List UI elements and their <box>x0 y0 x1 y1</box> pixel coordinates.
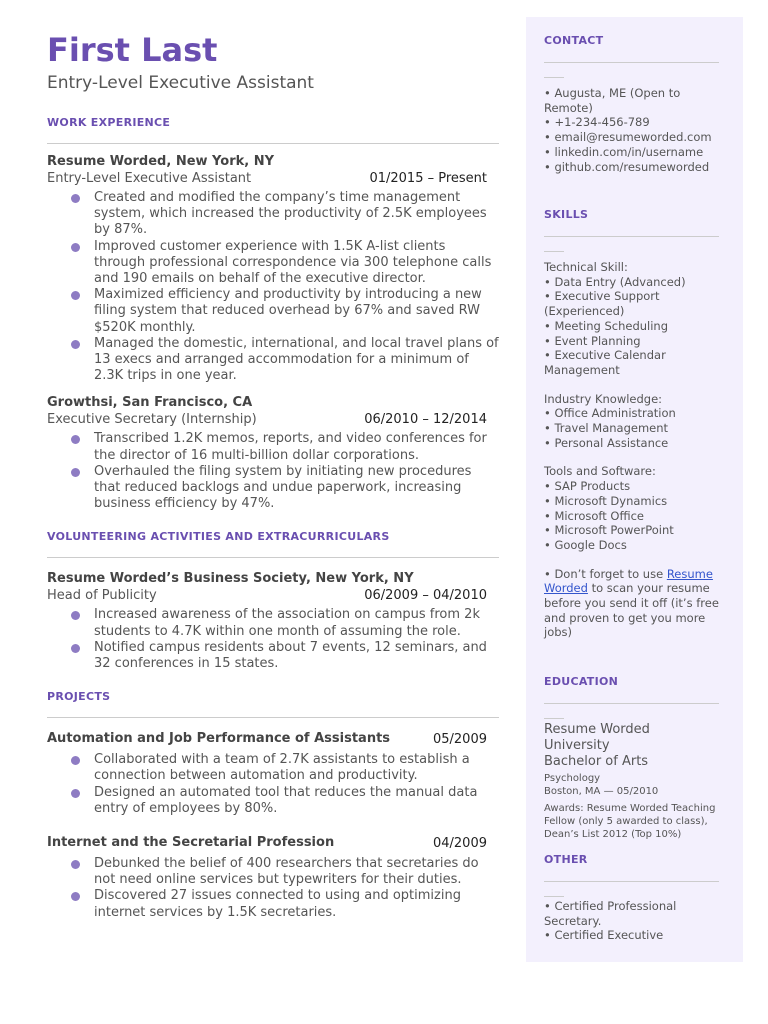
skill-item: • Microsoft Office <box>544 508 644 523</box>
skill-item: • Microsoft PowerPoint <box>544 523 674 538</box>
contact-email: • email@resumeworded.com <box>544 130 712 145</box>
skills-group-label: Tools and Software: <box>544 464 656 479</box>
section-heading: VOLUNTEERING ACTIVITIES AND EXTRACURRICULARS <box>47 530 390 544</box>
project-entry <box>47 731 499 817</box>
skill-item: • Personal Assistance <box>544 435 669 450</box>
job-bullets <box>47 190 499 384</box>
job-entry <box>47 571 499 672</box>
bullet-item: Discovered 27 issues connected to using and optimizing internet services by 1.5K secretaries. <box>47 888 499 920</box>
education-awards: Awards: Resume Worded Teaching Fellow (only 5 awarded to class), Dean’s List 2012 (Top 10%) <box>544 803 716 840</box>
skill-item: • Data Entry (Advanced) <box>544 274 686 289</box>
section-divider <box>47 717 499 718</box>
spacer <box>544 450 719 464</box>
project-title-row <box>47 731 499 748</box>
job-dates: 01/2015 – Present <box>369 171 487 186</box>
bullet-item: Transcribed 1.2K memos, reports, and video conferences for the director of 16 multi-billion dollar corporations. <box>47 431 499 463</box>
work-experience-section <box>47 116 499 512</box>
skill-item: • Office Administration <box>544 406 676 421</box>
education-location-date: Boston, MA — 05/2010 <box>544 786 659 797</box>
section-divider <box>544 62 719 63</box>
section-heading: OTHER <box>544 853 588 866</box>
contact-github: • github.com/resumeworded <box>544 159 710 174</box>
skills-group-label: Industry Knowledge: <box>544 391 663 406</box>
section-dash <box>544 718 564 719</box>
spacer <box>544 378 719 392</box>
job-entry <box>47 154 499 384</box>
bullet-item: Designed an automated tool that reduces the manual data entry of employees by 80%. <box>47 785 499 817</box>
skill-item: • Microsoft Dynamics <box>544 493 668 508</box>
section-divider <box>47 143 499 144</box>
project-bullets <box>47 856 499 921</box>
job-role-row <box>47 587 499 604</box>
project-title-row <box>47 835 499 852</box>
project-date: 04/2009 <box>432 836 487 852</box>
section-divider <box>544 703 719 704</box>
resume-tip <box>544 567 719 641</box>
bullet-item: Created and modified the company’s time management system, which increased the productivity of 2.5K employees by 87%. <box>47 190 499 239</box>
section-divider <box>47 557 499 558</box>
section-heading: EDUCATION <box>544 675 619 688</box>
section-dash <box>544 77 564 78</box>
section-dash <box>544 896 564 897</box>
job-role: Executive Secretary (Internship) <box>47 412 257 428</box>
project-entry <box>47 835 499 921</box>
project-title: Automation and Job Performance of Assistants <box>47 731 391 747</box>
projects-section <box>47 690 499 921</box>
education-school: Resume Worded University <box>544 722 650 753</box>
contact-location: • Augusta, ME (Open to Remote) <box>544 86 681 115</box>
main-column <box>47 30 499 921</box>
skills-section <box>544 208 719 640</box>
job-company: Growthsi, San Francisco, CA <box>47 395 253 411</box>
section-divider <box>544 881 719 882</box>
education-major: Psychology <box>544 773 601 784</box>
job-role-row <box>47 170 499 187</box>
bullet-item: Overhauled the filing system by initiating new procedures that reduced backlogs and undue paperwork, increasing business efficiency by 47%. <box>47 464 499 513</box>
section-heading: SKILLS <box>544 208 589 221</box>
skill-item: • Executive Calendar Management <box>544 348 666 377</box>
other-item: • Certified Professional Secretary. <box>544 899 677 928</box>
bullet-item: Debunked the belief of 400 researchers that secretaries do not need online services but typewriters for their duties. <box>47 856 499 888</box>
section-dash <box>544 251 564 252</box>
skill-item: • Event Planning <box>544 333 641 348</box>
other-list <box>544 899 719 943</box>
skill-item: • Executive Support (Experienced) <box>544 289 660 319</box>
contact-section <box>544 34 719 174</box>
bullet-item: Notified campus residents about 7 events, 12 seminars, and 32 conferences in 15 states. <box>47 640 499 672</box>
volunteering-section <box>47 530 499 672</box>
other-section <box>544 853 719 943</box>
contact-linkedin: • linkedin.com/in/username <box>544 144 704 159</box>
candidate-title: Entry-Level Executive Assistant <box>47 73 314 93</box>
section-divider <box>544 236 719 237</box>
skills-group-label: Technical Skill: <box>544 260 628 274</box>
tip-prefix: • Don’t forget to use <box>544 566 667 581</box>
job-role: Entry-Level Executive Assistant <box>47 171 252 186</box>
sidebar <box>526 17 743 962</box>
skill-item: • Meeting Scheduling <box>544 318 669 333</box>
project-bullets <box>47 752 499 817</box>
skill-item: • SAP Products <box>544 479 631 494</box>
tip-suffix: to scan your resume before you send it off (it’s free and proven to get you more jobs) <box>544 581 719 640</box>
bullet-item: Increased awareness of the association on campus from 2k students to 4.7K within one month of assuming the role. <box>47 607 499 639</box>
job-company: Resume Worded’s Business Society, New York, NY <box>47 571 414 587</box>
education-section <box>544 675 719 841</box>
resume-worded-link[interactable]: Resume Worded <box>544 566 713 596</box>
job-company: Resume Worded, New York, NY <box>47 154 275 169</box>
bullet-item: Collaborated with a team of 2.7K assistants to establish a connection between automation and productivity. <box>47 752 499 784</box>
section-heading: CONTACT <box>544 34 604 47</box>
contact-list <box>544 86 719 174</box>
section-heading: PROJECTS <box>47 690 111 704</box>
job-bullets <box>47 607 499 672</box>
skill-item: • Travel Management <box>544 421 669 436</box>
project-title: Internet and the Secretarial Profession <box>47 835 335 851</box>
bullet-item: Improved customer experience with 1.5K A-list clients through professional correspondence via 300 telephone calls and 190 emails on behalf of the executive director. <box>47 239 499 288</box>
job-dates: 06/2009 – 04/2010 <box>364 588 487 604</box>
job-entry <box>47 395 499 512</box>
bullet-item: Maximized efficiency and productivity by introducing a new filing system that reduced overhead by 67% and saved RW $520K monthly. <box>47 287 499 336</box>
job-dates: 06/2010 – 12/2014 <box>364 412 487 428</box>
project-date: 05/2009 <box>432 732 487 748</box>
job-role-row <box>47 411 499 428</box>
skill-item: • Google Docs <box>544 537 627 552</box>
bullet-item: Managed the domestic, international, and local travel plans of 13 execs and arranged accommodation for a minimum of 2.3K trips in one year. <box>47 336 499 385</box>
contact-phone: • +1-234-456-789 <box>544 115 650 130</box>
spacer <box>544 553 719 567</box>
skills-list <box>544 260 719 640</box>
job-bullets <box>47 431 499 512</box>
other-item: • Certified Executive <box>544 928 664 943</box>
candidate-name: First Last <box>47 31 218 69</box>
section-heading: WORK EXPERIENCE <box>47 116 171 129</box>
education-degree: Bachelor of Arts <box>544 754 649 769</box>
job-role: Head of Publicity <box>47 588 157 604</box>
